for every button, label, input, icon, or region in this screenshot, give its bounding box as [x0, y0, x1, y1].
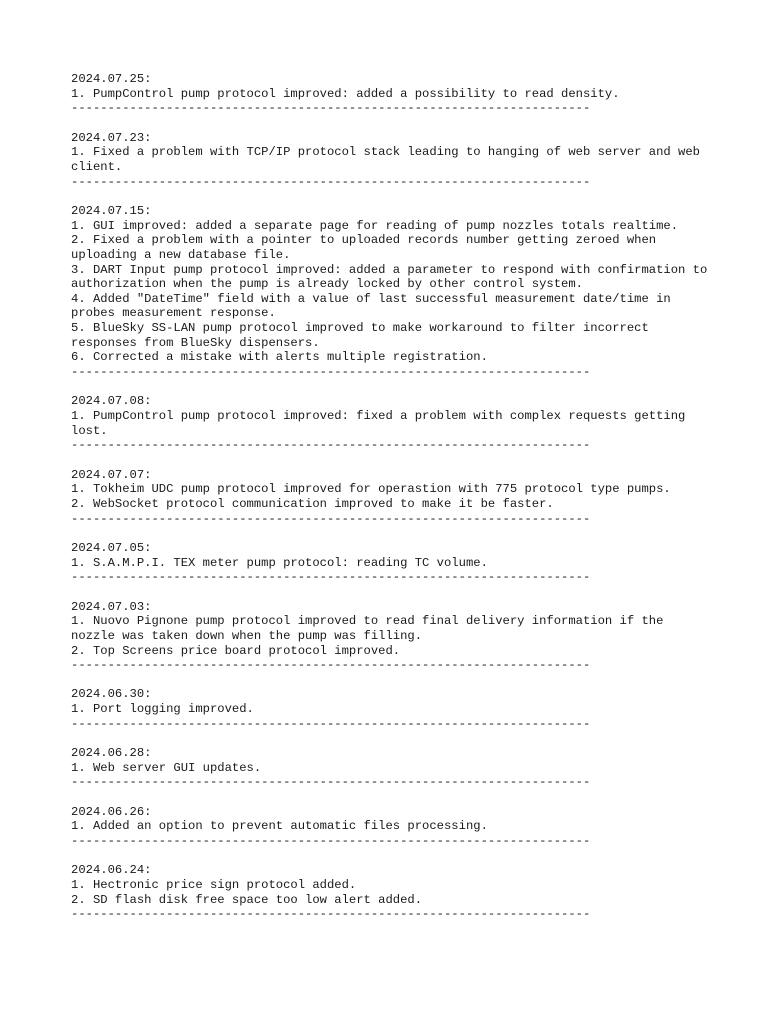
- entry-item: 2. Fixed a problem with a pointer to uploaded records number getting zeroed when uploading a new database file.: [71, 233, 664, 262]
- entry-item: 2. Top Screens price board protocol improved.: [71, 643, 401, 658]
- changelog-entry: [71, 863, 711, 922]
- changelog-entry: [71, 394, 711, 453]
- entry-item: 2. WebSocket protocol communication improved to make it be faster.: [71, 496, 554, 511]
- entry-date: 2024.06.30:: [71, 687, 152, 702]
- entry-separator: -----------------------------------------------------------------------: [71, 570, 591, 585]
- entry-date: 2024.07.05:: [71, 540, 152, 555]
- entry-separator: -----------------------------------------------------------------------: [71, 775, 591, 790]
- changelog-entry: [71, 600, 711, 673]
- changelog-entry: [71, 541, 711, 585]
- entry-item: 5. BlueSky SS-LAN pump protocol improved to make workaround to filter incorrect responses from BlueSky dispensers.: [71, 321, 657, 350]
- entry-date: 2024.06.24:: [71, 863, 152, 878]
- changelog-entry: [71, 687, 711, 731]
- changelog-entry: [71, 72, 711, 116]
- entry-separator: -----------------------------------------------------------------------: [71, 365, 591, 380]
- entry-date: 2024.06.26:: [71, 804, 152, 819]
- entry-item: 1. Port logging improved.: [71, 702, 254, 717]
- entry-date: 2024.06.28:: [71, 746, 152, 761]
- entry-item: 3. DART Input pump protocol improved: added a parameter to respond with confirmation to authorization when the pump is already locked by other control system.: [71, 262, 715, 292]
- entry-separator: -----------------------------------------------------------------------: [71, 101, 591, 116]
- changelog-entry: [71, 131, 711, 190]
- entry-item: 1. S.A.M.P.I. TEX meter pump protocol: reading TC volume.: [71, 555, 488, 570]
- entry-date: 2024.07.07:: [71, 467, 152, 482]
- entry-separator: -----------------------------------------------------------------------: [71, 716, 591, 731]
- entry-item: 2. SD flash disk free space too low alert added.: [71, 892, 423, 907]
- entry-item: 1. Hectronic price sign protocol added.: [71, 877, 357, 892]
- entry-item: 1. Tokheim UDC pump protocol improved for operastion with 775 protocol type pumps.: [71, 482, 671, 497]
- entry-item: 1. Fixed a problem with TCP/IP protocol stack leading to hanging of web server and web client.: [71, 145, 708, 174]
- changelog-entry: [71, 746, 711, 790]
- entry-date: 2024.07.08:: [71, 394, 152, 409]
- entry-separator: -----------------------------------------------------------------------: [71, 174, 591, 189]
- entry-date: 2024.07.25:: [71, 72, 152, 86]
- entry-item: 1. Web server GUI updates.: [71, 760, 262, 775]
- changelog: [71, 72, 715, 937]
- entry-separator: -----------------------------------------------------------------------: [71, 438, 591, 453]
- entry-date: 2024.07.15:: [71, 203, 152, 218]
- entry-item: 1. PumpControl pump protocol improved: added a possibility to read density.: [71, 86, 620, 101]
- entry-item: 1. PumpControl pump protocol improved: fixed a problem with complex requests getting lost.: [71, 409, 693, 438]
- changelog-entry: [71, 203, 715, 380]
- entry-date: 2024.07.23:: [71, 130, 152, 145]
- entry-item: 4. Added "DateTime" field with a value of last successful measurement date/time in probes measurement response.: [71, 291, 679, 321]
- entry-separator: -----------------------------------------------------------------------: [71, 907, 591, 922]
- entry-date: 2024.07.03:: [71, 599, 152, 614]
- entry-separator: -----------------------------------------------------------------------: [71, 833, 591, 848]
- entry-item: 1. Nuovo Pignone pump protocol improved to read final delivery information if the nozzle was taken down when the pump was filling.: [71, 614, 671, 643]
- entry-item: 1. Added an option to prevent automatic files processing.: [71, 819, 488, 834]
- entry-separator: -----------------------------------------------------------------------: [71, 511, 591, 526]
- entry-separator: -----------------------------------------------------------------------: [71, 658, 591, 673]
- entry-item: 1. GUI improved: added a separate page for reading of pump nozzles totals realtime.: [71, 218, 679, 233]
- changelog-entry: [71, 468, 711, 527]
- entry-item: 6. Corrected a mistake with alerts multiple registration.: [71, 350, 488, 365]
- changelog-entry: [71, 805, 711, 849]
